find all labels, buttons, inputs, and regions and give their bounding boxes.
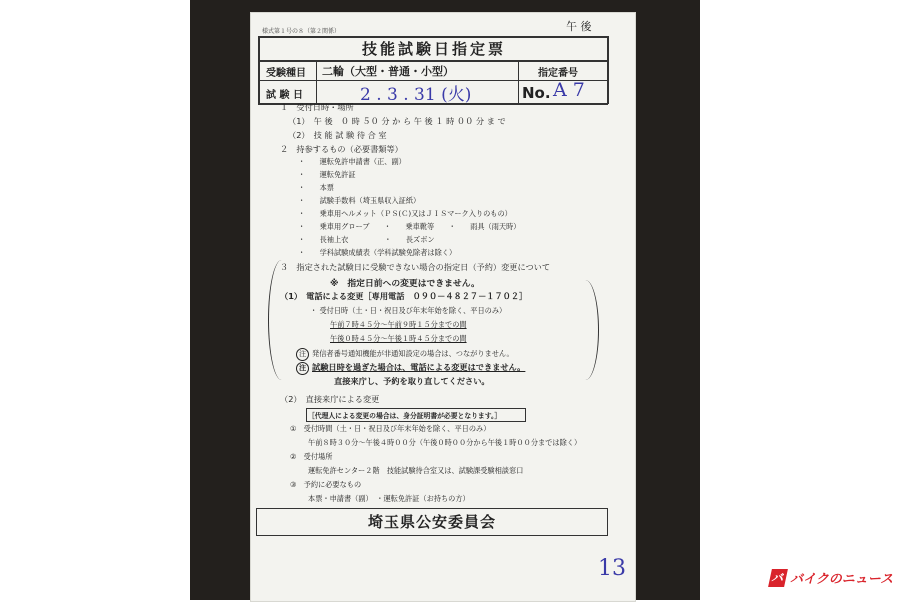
table-border bbox=[258, 36, 260, 104]
form-number: 様式第１号の８（第２関係） bbox=[262, 28, 341, 35]
phone-hours: ・ 受付日時（土・日・祝日及び年末年始を除く、平日のみ） bbox=[310, 306, 507, 315]
circle-number: ③ bbox=[290, 480, 297, 489]
exam-date-label: 試 験 日 bbox=[266, 90, 303, 101]
section3-heading: ３ 指定された試験日に受験できない場合の指定日（予約）変更について bbox=[280, 262, 551, 272]
item-label: 受付時間（土・日・祝日及び年末年始を除く、平日のみ） bbox=[303, 424, 491, 433]
note-text: 発信者番号通知機能が非通知設定の場合は、つながりません。 bbox=[312, 349, 514, 358]
reception-hours-detail: 午前８時３０分～午後４時００分（午後０時００分から午後１時００分までは除く） bbox=[308, 438, 582, 447]
phone-note-1 bbox=[296, 348, 514, 361]
exam-type-value: 二輪（大型・普通・小型） bbox=[322, 65, 454, 78]
note-mark: 注 bbox=[296, 362, 309, 375]
list-item: ・ 学科試験成績表（学科試験免除者は除く） bbox=[298, 248, 457, 257]
number-value: A 7 bbox=[553, 79, 585, 101]
table-border-top bbox=[258, 36, 608, 38]
phone-note-3: 直接来庁し、予約を取り直してください。 bbox=[334, 376, 490, 386]
table-border bbox=[518, 60, 519, 103]
site-logo bbox=[770, 568, 893, 587]
list-item: ・ 試験手数料（埼玉県収入証紙） bbox=[298, 196, 421, 205]
list-item: ・ 乗車用ヘルメット（ＰＳ(Ｃ)又はＪＩＳマーク入りのもの） bbox=[298, 209, 512, 218]
note-text: 試験日時を過ぎた場合は、電話による変更はできません。 bbox=[312, 362, 526, 372]
phone-time-afternoon: 午後０時４５分～午後１時４５分までの間 bbox=[330, 334, 467, 343]
list-item: ・ 運転免許申請書（正、副） bbox=[298, 157, 406, 166]
phone-note-2 bbox=[296, 362, 525, 375]
reception-hours bbox=[290, 424, 490, 434]
section2-heading: ２ 持参するもの（必要書類等） bbox=[280, 144, 403, 154]
time-of-day: 午 後 bbox=[566, 20, 592, 33]
phone-change-heading: （1） 電話による変更［専用電話 ０９０－４８２７－１７０２］ bbox=[280, 291, 528, 301]
required-items bbox=[290, 480, 361, 490]
list-item: ・ 運転免許証 bbox=[298, 170, 356, 179]
item-label: 予約に必要なもの bbox=[303, 480, 362, 489]
logo-mark-icon: バ bbox=[768, 569, 788, 587]
section3-note: ※ 指定日前への変更はできません。 bbox=[330, 279, 480, 289]
reception-place bbox=[290, 452, 332, 462]
number-label: No. bbox=[522, 84, 551, 102]
issuer: 埼玉県公安委員会 bbox=[367, 513, 496, 531]
circle-number: ① bbox=[290, 424, 297, 433]
designation-label: 指定番号 bbox=[538, 68, 578, 79]
reception-place-detail: 運転免許センター２階 技能試験待合室又は、試験課受験相談窓口 bbox=[308, 466, 524, 475]
circle-number: ② bbox=[290, 452, 297, 461]
proxy-note: ［代理人による変更の場合は、身分証明書が必要となります。］ bbox=[308, 412, 502, 420]
list-item: ・ 本票 bbox=[298, 183, 334, 192]
document-title: 技能試験日指定票 bbox=[361, 40, 506, 58]
exam-type-label: 受験種目 bbox=[266, 68, 306, 79]
table-border bbox=[316, 60, 317, 103]
phone-time-morning: 午前７時４５分～午前９時１５分までの間 bbox=[330, 320, 467, 329]
list-item: ・ 乗車用グローブ ・ 乗車靴等 ・ 雨具（雨天時） bbox=[298, 222, 521, 231]
table-border bbox=[607, 36, 609, 104]
required-items-detail: 本票・申請書（副） ・運転免許証（お持ちの方） bbox=[308, 494, 470, 503]
exam-date-value: 2 . 3 . 31 (火) bbox=[360, 85, 472, 105]
in-person-change-heading: （2） 直接来庁による変更 bbox=[280, 394, 380, 404]
table-border bbox=[258, 60, 608, 62]
item-label: 受付場所 bbox=[303, 452, 333, 461]
section1-item2: （2） 技 能 試 験 待 合 室 bbox=[288, 130, 387, 140]
section1-heading: １ 受付日時・場所 bbox=[280, 102, 354, 112]
section1-item1: （1） 午 後 ０ 時 ５０ 分 か ら 午 後 １ 時 ００ 分 ま で bbox=[288, 116, 506, 126]
logo-text: バイクのニュース bbox=[790, 572, 894, 587]
bracket-left bbox=[268, 260, 295, 380]
list-item: ・ 長袖上衣 ・ 長ズボン bbox=[298, 235, 435, 244]
note-mark: 注 bbox=[296, 348, 309, 361]
page-number: 13 bbox=[598, 556, 626, 581]
bracket-right bbox=[572, 280, 599, 380]
